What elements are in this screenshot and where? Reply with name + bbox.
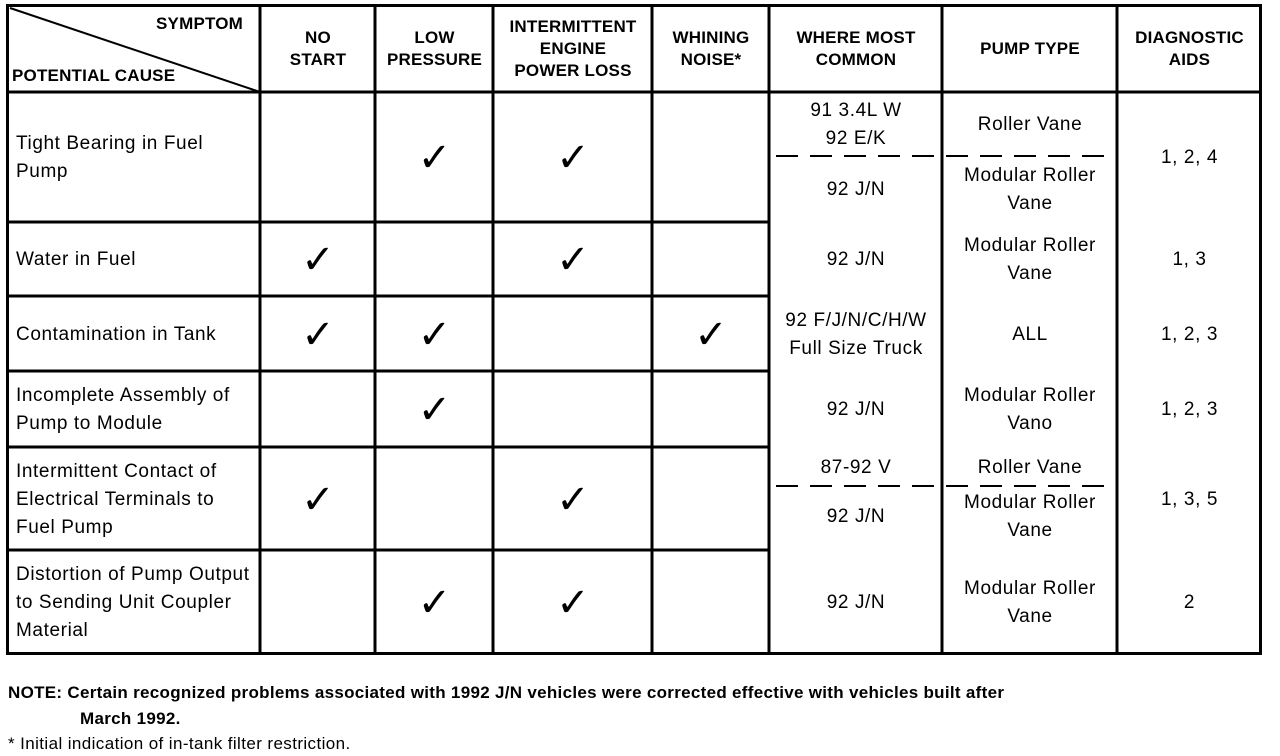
aids-text: 2 — [1183, 591, 1196, 613]
check-mark-icon: ✓ — [301, 238, 335, 282]
header-diagnostic-aids — [1119, 6, 1260, 92]
pump-cell — [944, 552, 1116, 653]
aids-cell — [1119, 449, 1260, 550]
aids-text: 1, 2, 3 — [1160, 399, 1219, 420]
pump-text: Roller Vane — [977, 114, 1083, 135]
header-potential-cause: POTENTIAL CAUSE — [12, 66, 176, 85]
pump-text: Modular Roller Vane — [964, 491, 1096, 541]
where-cell — [771, 224, 941, 296]
pump-cell — [944, 489, 1116, 544]
cause-cell — [8, 298, 260, 371]
where-cell — [771, 373, 941, 447]
check-mark-icon: ✓ — [301, 312, 335, 357]
header-low-pressure-label: LOW PRESSURE — [386, 28, 483, 69]
aids-text: 1, 3, 5 — [1160, 488, 1219, 510]
aids-text: 1, 3 — [1172, 249, 1207, 270]
header-aids-label: DIAGNOSTIC AIDS — [1135, 28, 1244, 69]
pump-text: Modular Roller Vane — [964, 235, 1096, 284]
pump-cell — [944, 373, 1116, 447]
aids-text: 1, 2, 3 — [1160, 323, 1219, 345]
header-pump-type — [944, 6, 1116, 92]
aids-cell — [1119, 224, 1260, 296]
note-line — [8, 680, 1268, 706]
pump-text: Modular Roller Vane — [964, 577, 1096, 627]
check-mark-icon: ✓ — [556, 136, 590, 180]
header-low-pressure — [377, 6, 492, 92]
cause-text: Incomplete Assembly of Pump to Module — [16, 385, 230, 434]
header-intermittent — [495, 6, 651, 92]
aids-cell — [1119, 298, 1260, 371]
cause-text: Distortion of Pump Output to Sending Unit Coupler Material — [16, 563, 250, 641]
where-cell — [771, 489, 941, 544]
cause-text: Tight Bearing in Fuel Pump — [16, 133, 204, 182]
pump-text: ALL — [1012, 323, 1048, 345]
header-no-start-label: NO START — [289, 28, 347, 69]
where-cell — [771, 298, 941, 371]
pump-cell — [944, 298, 1116, 371]
check-mark-icon: ✓ — [556, 580, 590, 625]
where-cell — [771, 96, 941, 154]
pump-text: Modular Roller Vane — [964, 165, 1096, 214]
check-mark-icon: ✓ — [301, 477, 335, 522]
where-text: 92 J/N — [826, 591, 886, 613]
where-text: 92 J/N — [826, 179, 886, 200]
where-cell — [771, 159, 941, 221]
aids-cell — [1119, 94, 1260, 222]
check-mark-icon: ✓ — [694, 312, 728, 357]
check-mark-icon: ✓ — [417, 580, 452, 625]
where-text: 92 J/N — [826, 505, 886, 527]
aids-cell — [1119, 373, 1260, 447]
pump-cell — [944, 224, 1116, 296]
note-prefix: NOTE: — [8, 683, 63, 702]
check-mark-icon: ✓ — [417, 136, 452, 180]
fuel-pump-diagnosis-table — [6, 4, 1262, 655]
header-whining-noise — [654, 6, 768, 92]
where-text: 92 J/N — [826, 399, 886, 420]
check-mark-icon: ✓ — [556, 238, 590, 282]
header-intermittent-label: INTERMITTENT ENGINE POWER LOSS — [509, 17, 637, 80]
pump-text: Modular Roller Vano — [964, 385, 1096, 434]
cause-text: Intermittent Contact of Electrical Terminals to Fuel Pump — [16, 460, 217, 538]
check-mark-icon: ✓ — [417, 388, 452, 432]
note-text: Certain recognized problems associated with 1992 J/N vehicles were corrected effective with vehicles built after — [67, 683, 1005, 702]
check-mark-icon: ✓ — [417, 312, 452, 357]
cause-cell — [8, 224, 260, 296]
header-where-common — [771, 6, 941, 92]
notes-section — [8, 680, 1268, 756]
where-text: 92 F/J/N/C/H/W Full Size Truck — [785, 309, 927, 359]
where-cell — [771, 552, 941, 653]
cause-text: Water in Fuel — [16, 249, 137, 270]
header-pump-label: PUMP TYPE — [980, 39, 1080, 58]
cause-cell — [8, 94, 260, 222]
where-text: 92 J/N — [826, 249, 886, 270]
pump-text: Roller Vane — [977, 457, 1083, 478]
header-symptom: SYMPTOM — [156, 14, 244, 33]
header-no-start — [262, 6, 374, 92]
note-line-continued: March 1992. — [80, 709, 181, 728]
header-whining-label: WHINING NOISE* — [672, 28, 750, 69]
cause-cell — [8, 373, 260, 447]
cause-text: Contamination in Tank — [16, 323, 217, 345]
footnote: * Initial indication of in-tank filter restriction. — [8, 734, 351, 753]
aids-cell — [1119, 552, 1260, 653]
where-text: 87-92 V — [820, 457, 892, 478]
check-mark-icon: ✓ — [556, 477, 590, 522]
where-text: 91 3.4L W 92 E/K — [810, 100, 902, 149]
where-cell — [771, 451, 941, 485]
pump-cell — [944, 451, 1116, 485]
pump-cell — [944, 96, 1116, 154]
pump-cell — [944, 159, 1116, 221]
cause-cell — [8, 449, 260, 550]
aids-text: 1, 2, 4 — [1160, 147, 1219, 168]
header-where-label: WHERE MOST COMMON — [796, 28, 916, 69]
cause-cell — [8, 552, 260, 653]
